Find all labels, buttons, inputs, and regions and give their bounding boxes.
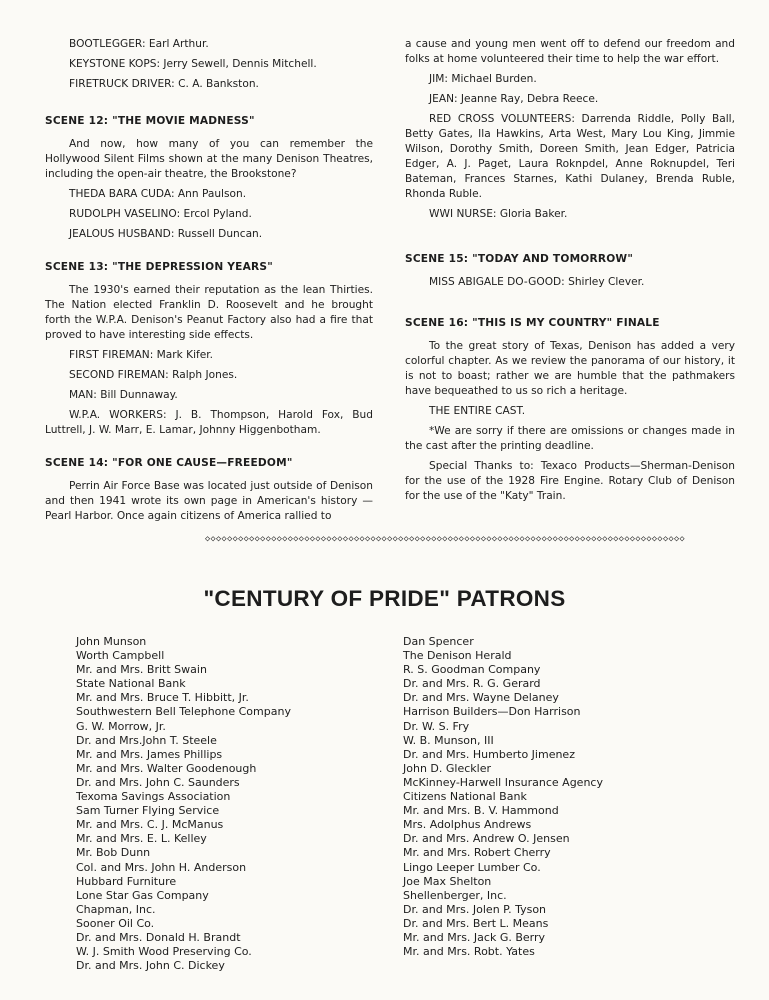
patron-entry: Dr. and Mrs. Donald H. Brandt (76, 930, 241, 944)
left-column (45, 37, 373, 529)
cast-line-firetruck-driver: FIRETRUCK DRIVER: C. A. Bankston. (69, 78, 259, 90)
patron-entry: Mr. and Mrs. E. L. Kelley (76, 832, 207, 846)
patron-entry: Mr. Bob Dunn (76, 846, 151, 860)
patron-entry: Southwestern Bell Telephone Company (76, 705, 291, 719)
patron-entry: G. W. Morrow, Jr. (76, 719, 166, 733)
patron-entry: John Munson (76, 635, 147, 648)
patron-entry: Mr. and Mrs. B. V. Hammond (403, 804, 559, 818)
patron-entry: Mr. and Mrs. Jack G. Berry (403, 930, 546, 944)
right-column (405, 37, 735, 509)
patron-entry: Shellenberger, Inc. (403, 888, 507, 902)
scene-13-body: The 1930's earned their reputation as the lean Thirties. The Nation elected Franklin D. Roosevelt and he brought forth the W.P.A. Denison's Peanut Factory also had a fire that proved to have interesting side effects. (45, 284, 373, 341)
patron-entry: Dr. W. S. Fry (403, 719, 470, 733)
scene-13-cast-line: MAN: Bill Dunnaway. (69, 389, 178, 401)
patron-entry: State National Bank (76, 677, 186, 691)
patron-entry: Sooner Oil Co. (76, 916, 155, 930)
patron-entry: Dr. and Mrs. Bert L. Means (403, 916, 549, 930)
patron-entry: Chapman, Inc. (76, 902, 156, 916)
patron-entry: Harrison Builders—Don Harrison (403, 705, 581, 719)
red-cross-volunteers: RED CROSS VOLUNTEERS: Darrenda Riddle, Polly Ball, Betty Gates, Ila Hawkins, Arta West, Mary Lou King, Jimmie Wilson, Dorothy Smith, Doreen Smith, Jean Edger, Patricia Edger, A. J. Paget, Laura Roknpdel, Anne Roknupdel, Teri Bateman, Frances Starnes, Kathi Dulaney, Brenda Ruble, Rhonda Ruble. (405, 113, 735, 200)
scene-14-cast-line: JEAN: Jeanne Ray, Debra Reece. (429, 93, 599, 105)
patron-entry: Dr. and Mrs. John C. Saunders (76, 775, 240, 789)
patron-entry: John D. Gleckler (403, 761, 491, 775)
patron-entry: Mr. and Mrs. C. J. McManus (76, 818, 224, 832)
patron-entry: McKinney-Harwell Insurance Agency (403, 775, 603, 789)
patrons-list-right (403, 635, 723, 959)
patron-entry: Dr. and Mrs. Humberto Jimenez (403, 747, 575, 761)
patron-entry: Dr. and Mrs.John T. Steele (76, 733, 217, 747)
patron-entry: Hubbard Furniture (76, 874, 177, 888)
patron-entry: W. B. Munson, III (403, 733, 494, 747)
patron-entry: Mr. and Mrs. Robt. Yates (403, 945, 535, 959)
scene-16-heading: SCENE 16: "THIS IS MY COUNTRY" FINALE (405, 317, 660, 329)
scene-12-cast-line: THEDA BARA CUDA: Ann Paulson. (69, 188, 247, 200)
patron-entry: Dr. and Mrs. John C. Dickey (76, 959, 225, 973)
patron-entry: Lone Star Gas Company (76, 888, 209, 902)
patron-entry: Mr. and Mrs. James Phillips (76, 747, 223, 761)
patron-entry: Dan Spencer (403, 635, 474, 648)
patron-entry: Dr. and Mrs. Wayne Delaney (403, 691, 559, 705)
patron-entry: Citizens National Bank (403, 790, 527, 804)
scene-12-cast-line: JEALOUS HUSBAND: Russell Duncan. (69, 228, 263, 240)
scene-12-cast-line: RUDOLPH VASELINO: Ercol Pyland. (69, 208, 252, 220)
patron-entry: Mr. and Mrs. Britt Swain (76, 663, 207, 677)
scene-13-wpa-workers: W.P.A. WORKERS: J. B. Thompson, Harold Fox, Bud Luttrell, J. W. Marr, E. Lamar, Johnny Higgenbotham. (45, 409, 373, 436)
cast-line-bootlegger: BOOTLEGGER: Earl Arthur. (69, 38, 209, 50)
scene-14-cast-line: JIM: Michael Burden. (429, 73, 537, 85)
scene-15-heading: SCENE 15: "TODAY AND TOMORROW" (405, 253, 634, 265)
wwi-nurse: WWI NURSE: Gloria Baker. (429, 208, 568, 220)
scene-13-cast-line: FIRST FIREMAN: Mark Kifer. (69, 349, 214, 361)
patron-entry: Col. and Mrs. John H. Anderson (76, 860, 247, 874)
special-thanks: Special Thanks to: Texaco Products—Sherman-Denison for the use of the 1928 Fire Engine. Rotary Club of Denison for the use of the "Katy" Train. (405, 460, 735, 502)
patron-entry: Mrs. Adolphus Andrews (403, 818, 532, 832)
patron-entry: The Denison Herald (403, 649, 512, 663)
patron-entry: Sam Turner Flying Service (76, 804, 220, 818)
patron-entry: Dr. and Mrs. Jolen P. Tyson (403, 902, 547, 916)
patrons-title: "CENTURY OF PRIDE" PATRONS (203, 586, 566, 611)
scene-15-cast-line: MISS ABIGALE DO-GOOD: Shirley Clever. (429, 276, 645, 288)
scene-16-body: To the great story of Texas, Denison has added a very colorful chapter. As we review the panorama of our history, it is not to boast; rather we are humble that the pathmakers have bequeathed to us so rich a heritage. (405, 340, 735, 397)
patron-entry: Worth Campbell (76, 649, 165, 663)
scene-14-heading: SCENE 14: "FOR ONE CAUSE—FREEDOM" (45, 457, 293, 469)
scene-13-heading: SCENE 13: "THE DEPRESSION YEARS" (45, 261, 273, 273)
patron-entry: Dr. and Mrs. Andrew O. Jensen (403, 832, 570, 846)
patrons-list-left (76, 635, 376, 973)
patron-entry: Mr. and Mrs. Walter Goodenough (76, 761, 257, 775)
patron-entry: Joe Max Shelton (403, 874, 492, 888)
patron-entry: Mr. and Mrs. Robert Cherry (403, 846, 551, 860)
patron-entry: Dr. and Mrs. R. G. Gerard (403, 677, 541, 691)
cast-line-keystone-kops: KEYSTONE KOPS: Jerry Sewell, Dennis Mitchell. (69, 58, 317, 70)
diamond-divider: ◇◇◇◇◇◇◇◇◇◇◇◇◇◇◇◇◇◇◇◇◇◇◇◇◇◇◇◇◇◇◇◇◇◇◇◇◇◇◇◇◇◇◇◇◇◇◇◇◇◇◇◇◇◇◇◇◇◇◇◇◇◇◇◇◇◇◇◇◇◇◇◇◇◇◇◇◇◇◇◇◇◇◇◇◇◇◇ (205, 534, 686, 544)
scene-16-cast-line: THE ENTIRE CAST. (429, 405, 526, 417)
patron-entry: Mr. and Mrs. Bruce T. Hibbitt, Jr. (76, 691, 249, 705)
patron-entry: W. J. Smith Wood Preserving Co. (76, 945, 252, 959)
scene-14-continuation: a cause and young men went off to defend our freedom and folks at home volunteered their time to help the war effort. (405, 38, 735, 65)
scene-12-heading: SCENE 12: "THE MOVIE MADNESS" (45, 115, 255, 127)
patron-entry: Texoma Savings Association (76, 790, 231, 804)
scene-14-body: Perrin Air Force Base was located just outside of Denison and then 1941 wrote its own page in American's history —Pearl Harbor. Once again citizens of America rallied to (45, 480, 373, 522)
scene-12-body: And now, how many of you can remember the Hollywood Silent Films shown at the many Denison Theatres, including the open-air theatre, the Brookstone? (45, 138, 373, 180)
omissions-note: *We are sorry if there are omissions or changes made in the cast after the printing deadline. (405, 425, 735, 452)
patron-entry: Lingo Leeper Lumber Co. (403, 860, 541, 874)
scene-13-cast-line: SECOND FIREMAN: Ralph Jones. (69, 369, 238, 381)
patron-entry: R. S. Goodman Company (403, 663, 541, 677)
